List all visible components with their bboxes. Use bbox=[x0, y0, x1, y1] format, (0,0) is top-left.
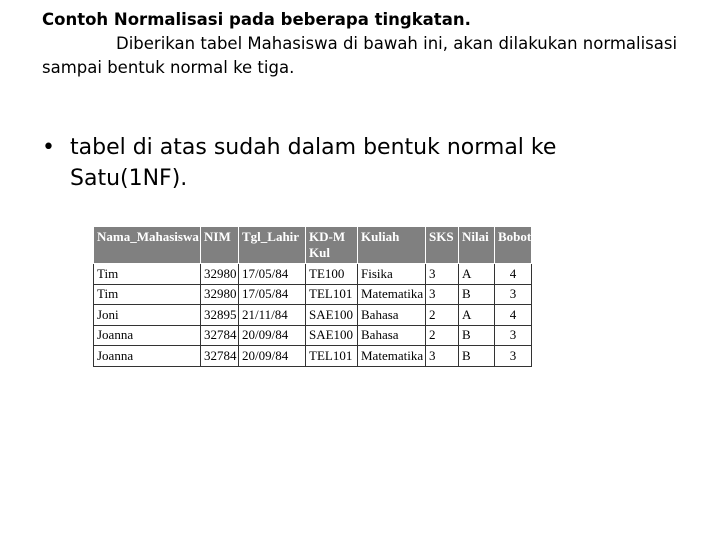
cell-nama: Joni bbox=[94, 305, 201, 326]
cell-nama: Joanna bbox=[94, 346, 201, 367]
cell-nilai: B bbox=[459, 284, 495, 305]
bullet-icon: • bbox=[42, 135, 55, 160]
bullet-point bbox=[42, 132, 662, 194]
table-row bbox=[94, 325, 532, 346]
header-kd-mkul: KD-MKul bbox=[306, 227, 358, 264]
table-row bbox=[94, 346, 532, 367]
cell-nim: 32784 bbox=[201, 346, 239, 367]
cell-kuliah: Bahasa bbox=[358, 305, 426, 326]
cell-bobot: 3 bbox=[495, 284, 532, 305]
table-row bbox=[94, 305, 532, 326]
cell-nilai: B bbox=[459, 346, 495, 367]
header-nim: NIM bbox=[201, 227, 239, 264]
bullet-text: tabel di atas sudah dalam bentuk normal ke Satu(1NF). bbox=[70, 135, 557, 191]
slide-title: Contoh Normalisasi pada beberapa tingkatan. bbox=[42, 10, 471, 29]
cell-sks: 2 bbox=[426, 305, 459, 326]
cell-kd-mkul: SAE100 bbox=[306, 305, 358, 326]
cell-kuliah: Matematika bbox=[358, 284, 426, 305]
cell-nilai: B bbox=[459, 325, 495, 346]
intro-paragraph: Diberikan tabel Mahasiswa di bawah ini, akan dilakukan normalisasi sampai bentuk normal ke tiga. bbox=[42, 34, 678, 77]
cell-tgl-lahir: 17/05/84 bbox=[239, 264, 306, 285]
table-row bbox=[94, 284, 532, 305]
table-header-row bbox=[94, 227, 532, 264]
cell-kuliah: Matematika bbox=[358, 346, 426, 367]
cell-kd-mkul: SAE100 bbox=[306, 325, 358, 346]
cell-kd-mkul: TEL101 bbox=[306, 284, 358, 305]
header-kuliah: Kuliah bbox=[358, 227, 426, 264]
header-nama-mahasiswa: Nama_Mahasiswa bbox=[94, 227, 201, 264]
cell-kuliah: Fisika bbox=[358, 264, 426, 285]
cell-tgl-lahir: 17/05/84 bbox=[239, 284, 306, 305]
slide-heading bbox=[42, 8, 702, 80]
table-row bbox=[94, 264, 532, 285]
cell-kd-mkul: TE100 bbox=[306, 264, 358, 285]
cell-bobot: 3 bbox=[495, 325, 532, 346]
cell-kd-mkul: TEL101 bbox=[306, 346, 358, 367]
cell-sks: 3 bbox=[426, 264, 459, 285]
cell-bobot: 4 bbox=[495, 305, 532, 326]
cell-nim: 32980 bbox=[201, 264, 239, 285]
header-bobot: Bobot bbox=[495, 227, 532, 264]
mahasiswa-table-container bbox=[93, 226, 531, 367]
cell-nilai: A bbox=[459, 305, 495, 326]
cell-kuliah: Bahasa bbox=[358, 325, 426, 346]
mahasiswa-table bbox=[93, 226, 532, 367]
cell-bobot: 3 bbox=[495, 346, 532, 367]
cell-nama: Joanna bbox=[94, 325, 201, 346]
cell-tgl-lahir: 20/09/84 bbox=[239, 346, 306, 367]
cell-sks: 3 bbox=[426, 284, 459, 305]
cell-nama: Tim bbox=[94, 284, 201, 305]
cell-nama: Tim bbox=[94, 264, 201, 285]
header-sks: SKS bbox=[426, 227, 459, 264]
cell-nilai: A bbox=[459, 264, 495, 285]
cell-nim: 32895 bbox=[201, 305, 239, 326]
cell-nim: 32784 bbox=[201, 325, 239, 346]
cell-tgl-lahir: 20/09/84 bbox=[239, 325, 306, 346]
cell-tgl-lahir: 21/11/84 bbox=[239, 305, 306, 326]
header-nilai: Nilai bbox=[459, 227, 495, 264]
cell-nim: 32980 bbox=[201, 284, 239, 305]
cell-sks: 2 bbox=[426, 325, 459, 346]
header-tgl-lahir: Tgl_Lahir bbox=[239, 227, 306, 264]
cell-bobot: 4 bbox=[495, 264, 532, 285]
cell-sks: 3 bbox=[426, 346, 459, 367]
